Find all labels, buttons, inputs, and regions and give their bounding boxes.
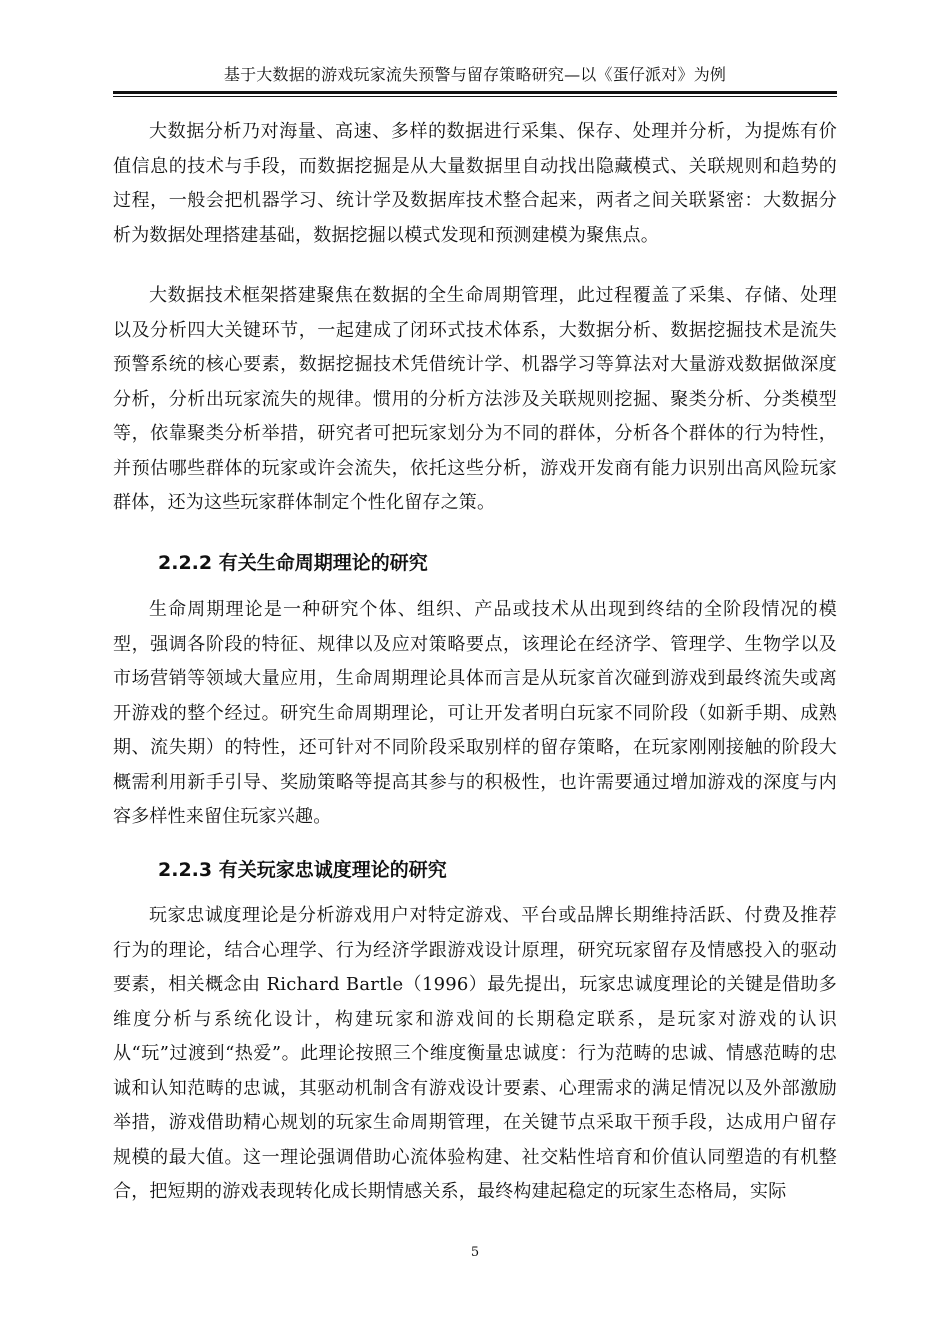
running-header: 基于大数据的游戏玩家流失预警与留存策略研究—以《蛋仔派对》为例 bbox=[223, 65, 727, 84]
header-rule-thick bbox=[113, 91, 837, 94]
paragraph-lifecycle-theory: 生命周期理论是一种研究个体、组织、产品或技术从出现到终结的全阶段情况的模型，强调各阶段的特征、规律以及应对策略要点，该理论在经济学、管理学、生物学以及市场营销等领域大量应用，生命周期理论具体而言是从玩家首次碰到游戏到最终流失或离开游戏的整个经过。研究生命周期理论，可让开发者明白玩家不同阶段（如新手期、成熟期、流失期）的特性，还可针对不同阶段采取别样的留存策略，在玩家刚刚接触的阶段大概需利用新手引导、奖励策略等提高其参与的积极性，也许需要通过增加游戏的深度与内容多样性来留住玩家兴趣。 bbox=[113, 599, 837, 827]
section-heading-loyalty: 2.2.3 有关玩家忠诚度理论的研究 bbox=[158, 859, 447, 881]
page-number: 5 bbox=[470, 1245, 480, 1260]
header-rule-thin bbox=[113, 96, 837, 97]
paragraph-loyalty-theory: 玩家忠诚度理论是分析游戏用户对特定游戏、平台或品牌长期维持活跃、付费及推荐行为的理论，结合心理学、行为经济学跟游戏设计原理，研究玩家留存及情感投入的驱动要素，相关概念由 Richard Bartle（1996）最先提出，玩家忠诚度理论的关键是借助多维度分析与系统化设计，构建玩家和游戏间的长期稳定联系，是玩家对游戏的认识从“玩”过渡到“热爱”。此理论按照三个维度衡量忠诚度：行为范畴的忠诚、情感范畴的忠诚和认知范畴的忠诚，其驱动机制含有游戏设计要素、心理需求的满足情况以及外部激励举措，游戏借助精心规划的玩家生命周期管理，在关键节点采取干预手段，达成用户留存规模的最大值。这一理论强调借助心流体验构建、社交粘性培育和价值认同塑造的有机整合，把短期的游戏表现转化成长期情感关系，最终构建起稳定的玩家生态格局，实际 bbox=[113, 905, 837, 1202]
paragraph-big-data-analysis: 大数据分析乃对海量、高速、多样的数据进行采集、保存、处理并分析，为提炼有价值信息的技术与手段，而数据挖掘是从大量数据里自动找出隐藏模式、关联规则和趋势的过程，一般会把机器学习、统计学及数据库技术整合起来，两者之间关联紧密：大数据分析为数据处理搭建基础，数据挖掘以模式发现和预测建模为聚焦点。 bbox=[113, 121, 837, 246]
section-heading-lifecycle: 2.2.2 有关生命周期理论的研究 bbox=[158, 552, 428, 574]
paragraph-big-data-framework: 大数据技术框架搭建聚焦在数据的全生命周期管理，此过程覆盖了采集、存储、处理以及分析四大关键环节，一起建成了闭环式技术体系，大数据分析、数据挖掘技术是流失预警系统的核心要素，数据挖掘技术凭借统计学、机器学习等算法对大量游戏数据做深度分析，分析出玩家流失的规律。惯用的分析方法涉及关联规则挖掘、聚类分析、分类模型等，依靠聚类分析举措，研究者可把玩家划分为不同的群体，分析各个群体的行为特性，并预估哪些群体的玩家或许会流失，依托这些分析，游戏开发商有能力识别出高风险玩家群体，还为这些玩家群体制定个性化留存之策。 bbox=[113, 285, 837, 513]
